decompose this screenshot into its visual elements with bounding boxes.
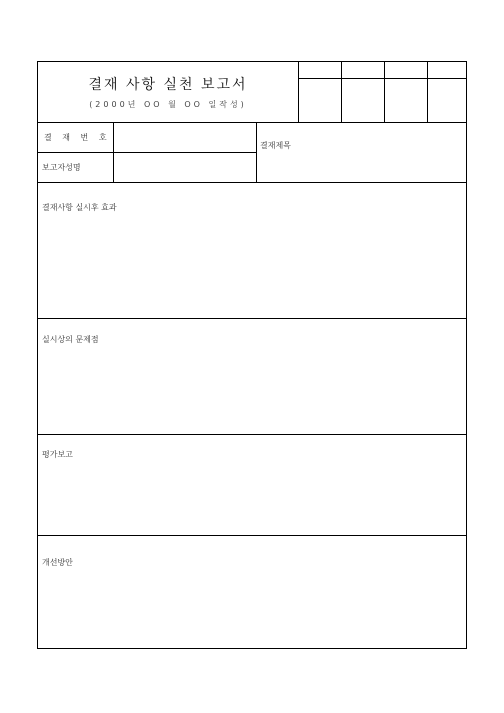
info-column-divider bbox=[256, 122, 257, 182]
approval-grid-divider bbox=[427, 62, 428, 122]
page-title: 결재 사항 실천 보고서 bbox=[88, 77, 248, 93]
info-row-divider bbox=[38, 152, 256, 153]
approval-grid-left-border bbox=[298, 62, 299, 122]
problems-label: 실시상의 문제점 bbox=[42, 335, 99, 344]
date-subtitle: (2000년 OO 월 OO 일작성) bbox=[89, 100, 247, 109]
section-divider bbox=[38, 318, 467, 319]
section-divider bbox=[38, 182, 467, 183]
evaluation-label: 평가보고 bbox=[42, 450, 73, 459]
approval-grid-row-divider bbox=[298, 78, 467, 79]
header-divider bbox=[38, 122, 467, 123]
section-divider bbox=[38, 535, 467, 536]
improvement-label: 개선방안 bbox=[42, 558, 73, 567]
approval-number-label: 결 재 번 호 bbox=[44, 133, 111, 142]
report-form bbox=[37, 61, 467, 649]
effect-label: 결재사항 실시후 효과 bbox=[42, 203, 117, 212]
author-name-label: 보고자성명 bbox=[42, 163, 81, 172]
section-divider bbox=[38, 434, 467, 435]
approval-grid-divider bbox=[384, 62, 385, 122]
approval-grid-divider bbox=[341, 62, 342, 122]
approval-subject-label: 결재제목 bbox=[260, 141, 291, 150]
